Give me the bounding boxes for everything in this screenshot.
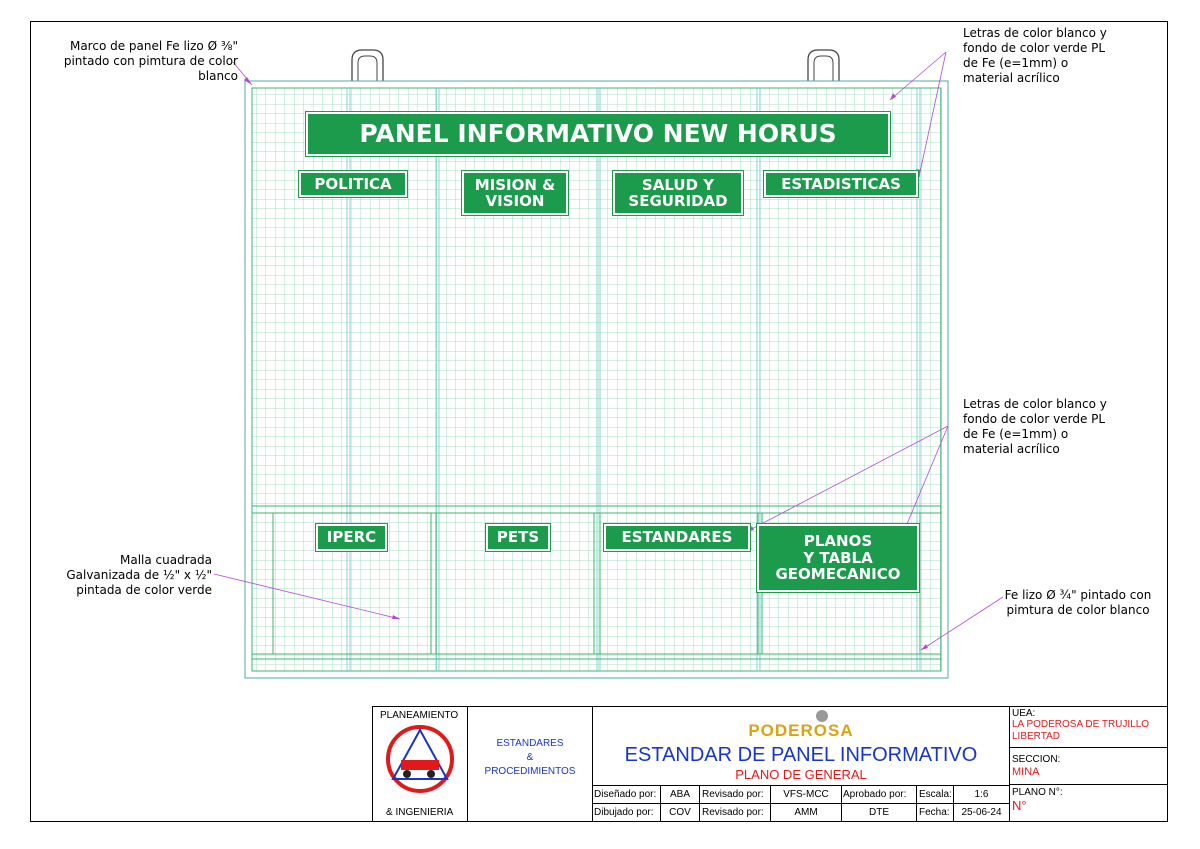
sign-mision-vision: MISION & VISION [462,171,568,215]
plano-value: N° [1012,798,1027,813]
seccion-label: SECCION: [1012,754,1061,765]
dibujado-label: Dibujado por: [594,807,654,818]
hook-right-inner [814,56,833,81]
sign-politica: POLITICA [299,171,407,197]
sign-planos-geomecanico: PLANOS Y TABLA GEOMECANICO [757,524,919,592]
disenado-value: ABA [669,789,690,800]
aprobado-value: DTE [869,807,889,818]
disenado-label: Diseñado por: [594,789,657,800]
hook-right [808,50,839,81]
sign-estadisticas: ESTADISTICAS [764,171,918,197]
subtitle: PLANO DE GENERAL [735,767,867,782]
company-name: PODEROSA [748,721,854,740]
sign-iperc: IPERC [316,524,387,551]
seccion-value: MINA [1012,766,1040,778]
uea-value: LA PODEROSA DE TRUJILLO LIBERTAD [1012,719,1150,742]
note-rod: Fe lizo Ø ¾" pintado con pimtura de color blanco [1004,588,1152,617]
hook-left [352,50,383,81]
note-letters-top: Letras de color blanco y fondo de color verde PL de Fe (e=1mm) o material acrílico [963,26,1107,85]
section-label: ESTANDARES & PROCEDIMIENTOS [484,738,576,777]
revisado-value-1: VFS-MCC [783,789,829,800]
revisado-label-2: Revisado por: [702,807,764,818]
aprobado-label: Aprobado por: [843,789,907,800]
fecha-label: Fecha: [919,807,950,818]
plano-label: PLANO N°: [1012,787,1063,798]
sign-pets: PETS [486,524,550,551]
revisado-value-2: AMM [794,807,818,818]
main-title: ESTANDAR DE PANEL INFORMATIVO [624,744,978,766]
sign-title: PANEL INFORMATIVO NEW HORUS [306,112,890,156]
title-block [372,706,1168,822]
company-logo-icon [385,724,455,794]
revisado-label-1: Revisado por: [702,789,764,800]
sign-estandares: ESTANDARES [604,524,750,551]
escala-value: 1:6 [974,789,989,800]
dept-top: PLANEAMIENTO [380,710,459,721]
dept-bottom: & INGENIERIA [386,807,454,818]
hook-left-inner [358,56,377,81]
escala-label: Escala: [919,789,952,800]
fecha-value: 25-06-24 [961,807,1002,818]
note-mesh: Malla cuadrada Galvanizada de ½" x ½" pintada de color verde [66,553,212,597]
note-frame: Marco de panel Fe lizo Ø ⅜" pintado con pimtura de color blanco [63,39,238,83]
dibujado-value: COV [669,807,691,818]
sign-salud-seguridad: SALUD Y SEGURIDAD [613,171,743,215]
note-letters-bottom: Letras de color blanco y fondo de color verde PL de Fe (e=1mm) o material acrílico [963,397,1107,456]
uea-label: UEA: [1012,708,1036,719]
